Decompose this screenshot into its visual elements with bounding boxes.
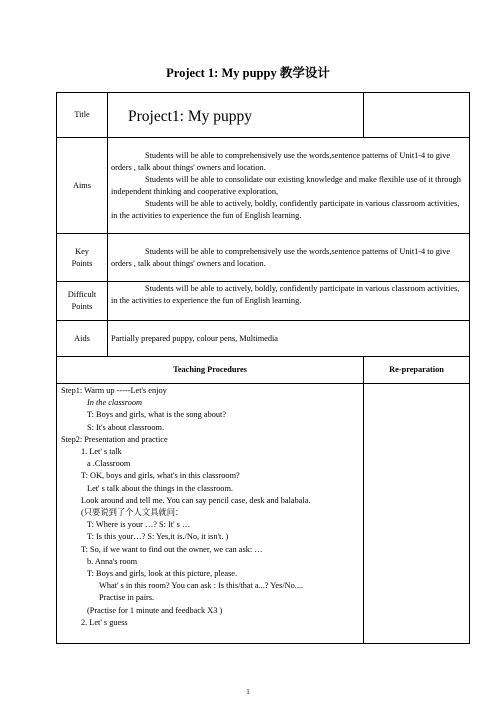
difficult-points-row [57,282,470,321]
title-empty-cell [364,93,470,138]
procedure-line: 1. Let' s talk [81,447,122,457]
procedure-line: b. Anna's room [87,556,138,566]
procedure-line: Step1: Warm up -----Let's enjoy [61,386,167,395]
procedure-line: S: It's about classroom. [87,422,165,432]
procedure-line: Step2: Presentation and practice [61,434,168,444]
procedure-line: 2. Let' s guess [81,617,128,627]
aims-row [57,138,470,234]
procedure-line: T: Boys and girls, look at this picture, please. [87,569,238,579]
preparation-header: Re-preparation [364,357,470,384]
page-number: 1 [246,688,250,696]
aids-label: Aids [57,321,108,357]
aims-line: Students will be able to consolidate our existing knowledge and make flexible use of it through independent thinking and cooperative exploration, [111,174,461,196]
title-label: Title [57,93,108,138]
procedure-line: Let' s talk about the things in the classroom. [87,483,233,493]
procedure-line: (只要说到了个人文具就问： [81,508,184,518]
procedure-line: T: So, if we want to find out the owner, we can ask: … [81,544,263,554]
procedure-line: a .Classroom [87,459,131,469]
procedure-line: Practise in pairs. [99,593,155,603]
procedure-line: What' s in this room? You can ask : Is this/that a...? Yes/No.... [99,581,304,591]
key-points-label: Key Points [57,234,108,282]
procedures-body [57,384,364,644]
procedure-line: T: Boys and girls, what is the song about? [87,410,227,420]
procedure-line: T: Where is your …? S: It' s … [87,520,191,530]
procedures-header-row [57,357,470,384]
page-title: Project 1: My puppy 教学设计 [166,66,330,80]
key-points-row [57,234,470,282]
aims-label: Aims [57,138,108,234]
lesson-plan-table [56,92,470,644]
procedures-row [57,384,470,644]
aids-text: Partially prepared puppy, colour pens, Multimedia [108,321,470,357]
difficult-points-label: Difficult Points [57,282,108,321]
procedure-line: (Practise for 1 minute and feedback X3 ) [87,605,223,615]
aids-row [57,321,470,357]
procedure-line: T: OK, boys and girls, what's in this classroom? [81,471,240,481]
procedure-line: In the classroom [87,398,142,408]
title-row [57,93,470,138]
difficult-points-text: Students will be able to actively, boldly, confidently participate in various classroom activities, in the activities to experience the fun of English learning. [108,282,470,321]
aims-line: Students will be able to comprehensively use the words,sentence patterns of Unit1-4 to give orders , talk about things' owners and location. [111,150,451,172]
procedure-line: Look around and tell me. You can say pencil case, desk and balabala. [81,495,311,505]
aims-text [108,138,470,234]
preparation-body [364,384,470,644]
aims-line: Students will be able to actively, boldly, confidently participate in various classroom activities, in the activities to experience the fun of English learning. [111,198,460,220]
procedure-line: T: Is this your…? S: Yes,it is./No, it isn't. ) [87,532,229,542]
key-points-text: Students will be able to comprehensively use the words,sentence patterns of Unit1-4 to give orders , talk about things' owners and location. [108,234,470,282]
title-value: Project1: My puppy [108,93,364,138]
procedures-header: Teaching Procedures [57,357,364,384]
